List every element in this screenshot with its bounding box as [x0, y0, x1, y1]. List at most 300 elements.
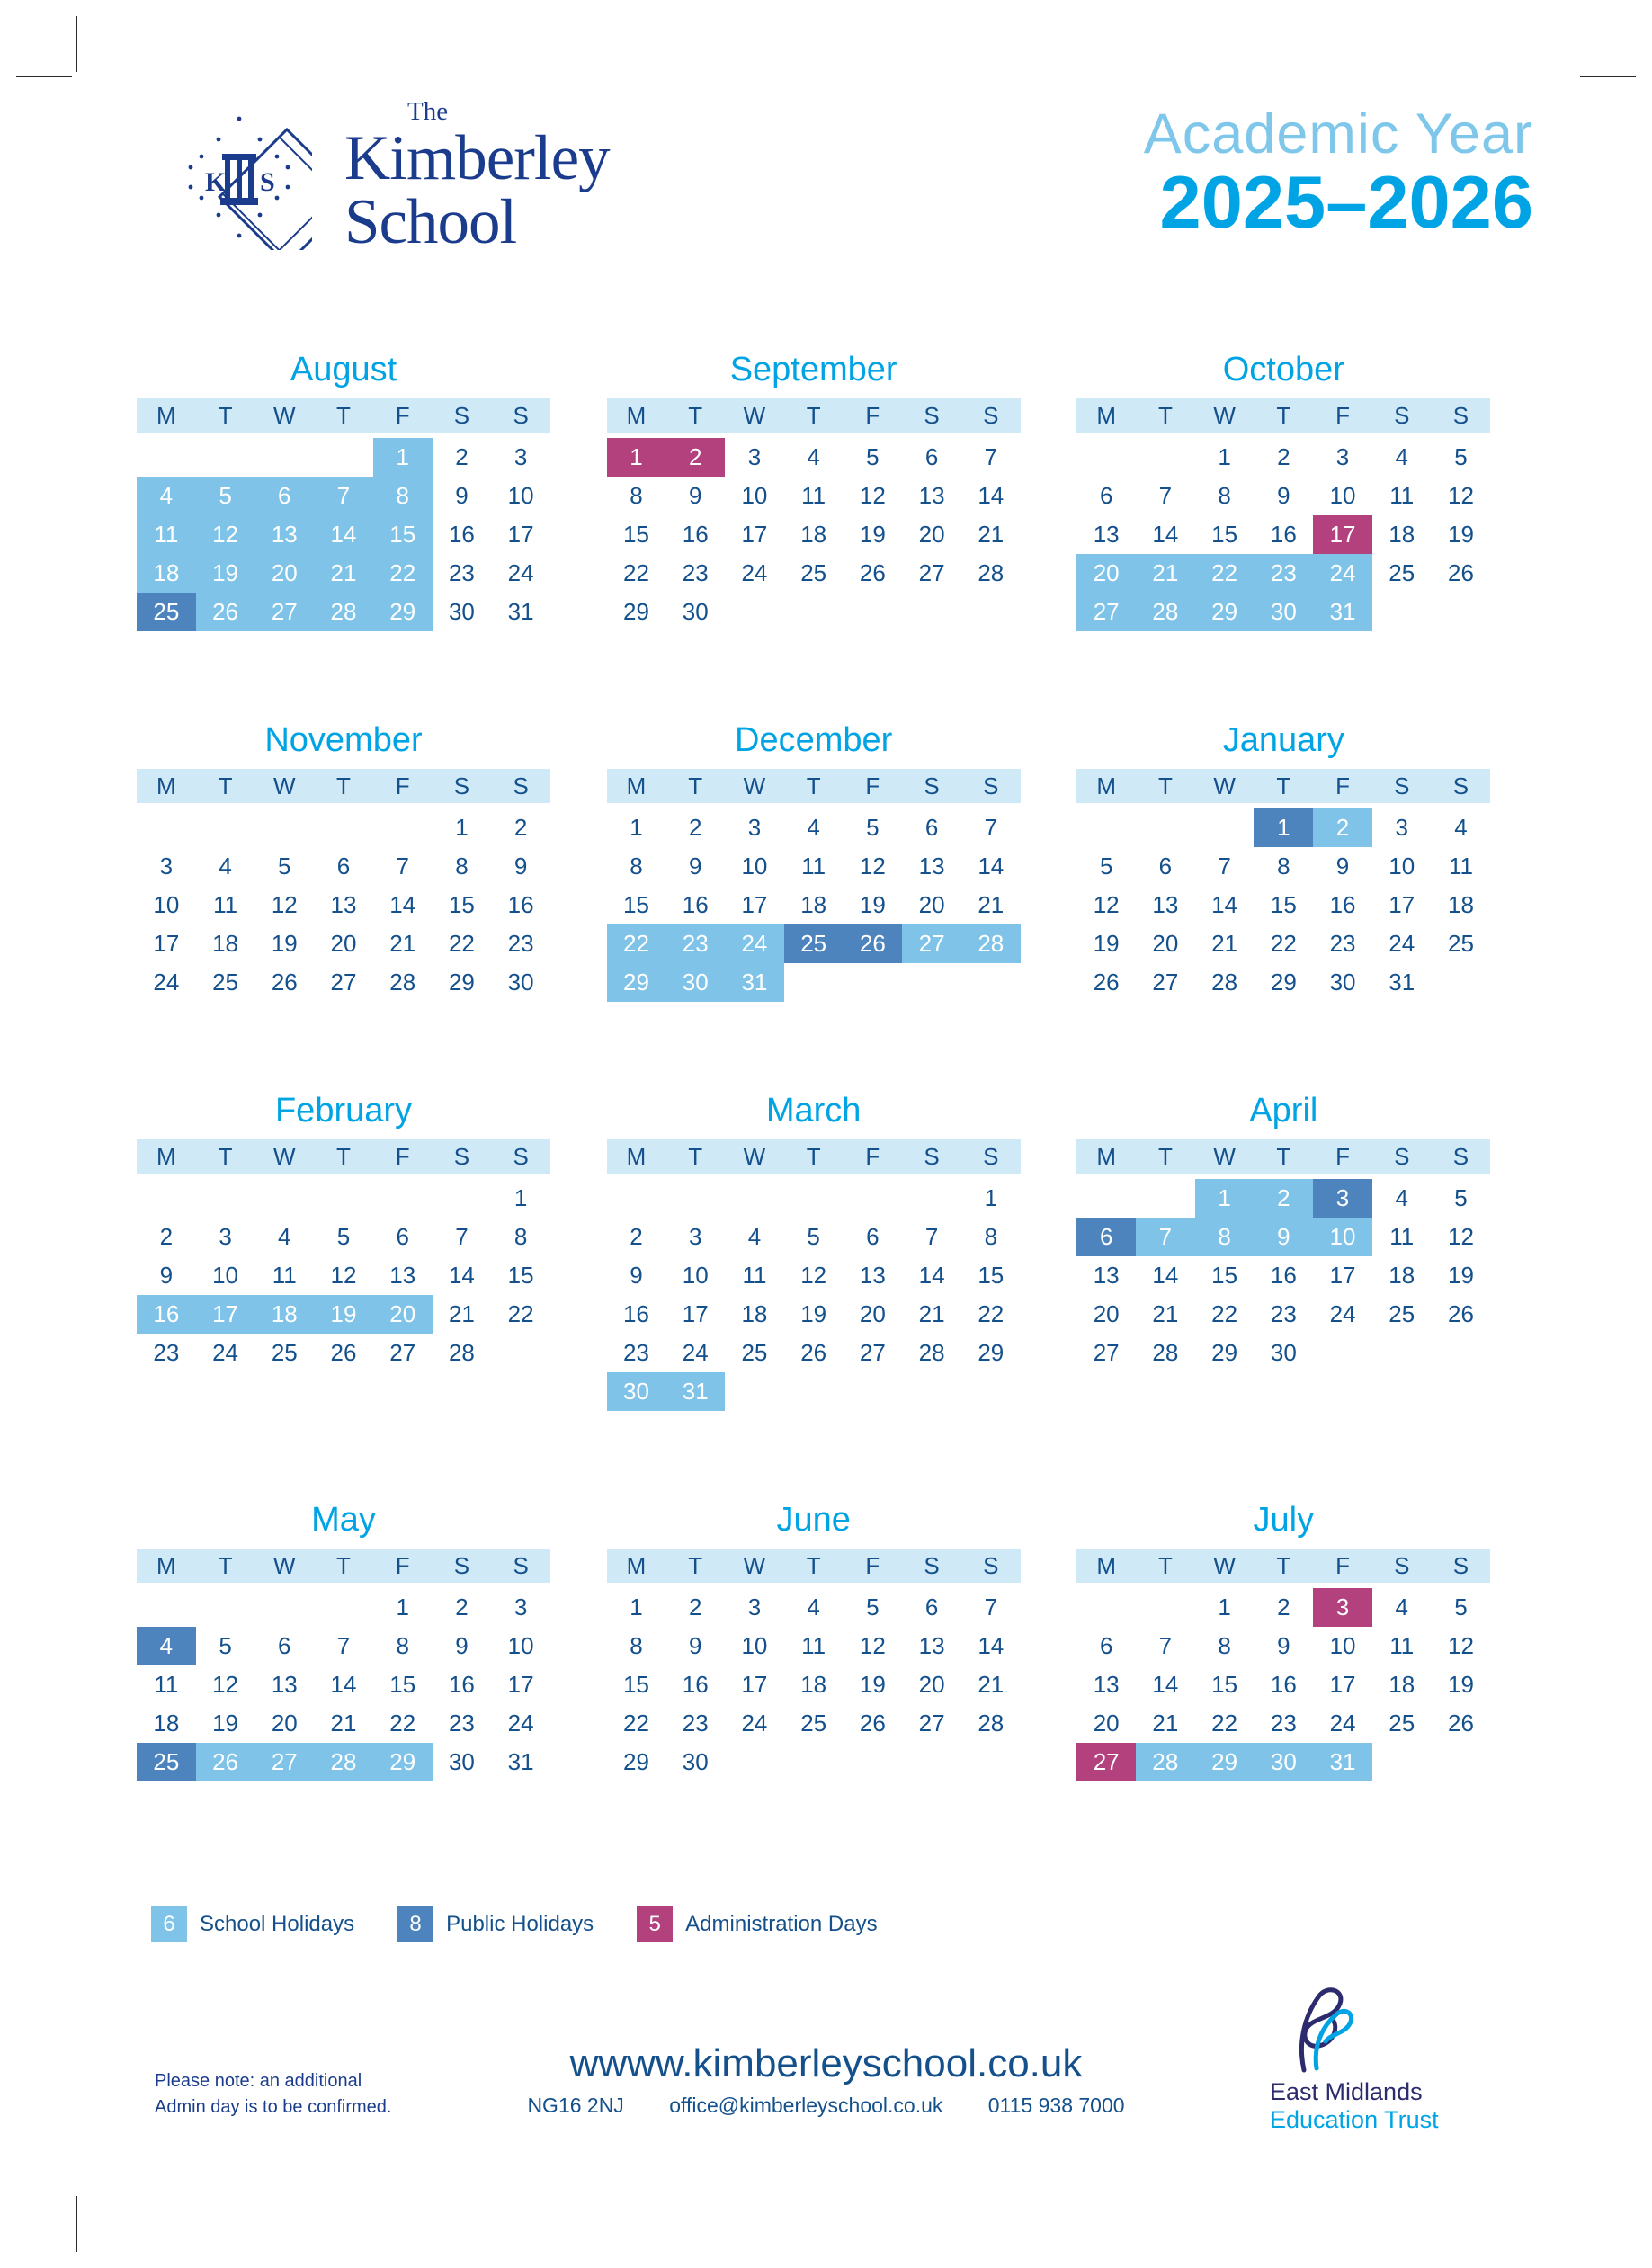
day-cell: 15	[373, 515, 433, 554]
day-cell-empty	[607, 1179, 666, 1218]
weekday-label: S	[983, 772, 999, 799]
month-title: May	[311, 1501, 376, 1539]
day-cell: 1	[630, 814, 643, 841]
day-cell: 30	[682, 1748, 709, 1775]
weekday-label: T	[336, 401, 351, 429]
day-cell: 16	[682, 521, 709, 548]
day-cell: 3	[159, 853, 174, 880]
day-cell: 23	[682, 1710, 709, 1737]
day-cell: 19	[1448, 1262, 1474, 1289]
day-cell: 8	[373, 477, 433, 515]
day-cell-empty	[196, 1179, 255, 1218]
day-cell: 21	[978, 1671, 1005, 1698]
day-cell: 18	[1389, 1262, 1415, 1289]
weekday-label: W	[1213, 401, 1236, 429]
month-march	[607, 1092, 1021, 1411]
day-cell: 8	[1195, 1218, 1255, 1256]
day-cell: 2	[455, 1594, 469, 1621]
day-cell: 23	[507, 930, 534, 957]
day-cell: 4	[1395, 1594, 1408, 1621]
day-cell: 12	[859, 853, 886, 880]
day-cell: 11	[154, 1671, 179, 1698]
day-cell: 29	[1211, 1339, 1238, 1366]
day-cell: 29	[448, 969, 475, 996]
day-cell: 18	[1389, 1671, 1415, 1698]
day-cell: 24	[153, 969, 180, 996]
day-cell: 18	[212, 930, 239, 957]
day-cell: 25	[1448, 930, 1474, 957]
day-cell: 12	[196, 515, 255, 554]
day-cell: 4	[807, 814, 820, 841]
trust-line-2: Education Trust	[1270, 2106, 1439, 2133]
day-cell: 20	[1076, 554, 1136, 593]
weekday-label: W	[743, 772, 766, 799]
day-cell: 20	[254, 554, 314, 593]
day-cell-empty	[725, 1179, 784, 1218]
day-cell-empty	[1076, 808, 1136, 847]
weekday-label: M	[1096, 1551, 1117, 1579]
day-cell: 18	[254, 1295, 314, 1334]
day-cell: 30	[1254, 1743, 1313, 1781]
weekday-header	[137, 1139, 550, 1174]
day-grid	[137, 1179, 550, 1372]
day-cell: 7	[984, 443, 998, 470]
day-cell: 6	[1099, 482, 1113, 509]
day-cell: 29	[373, 1743, 433, 1781]
legend-label: Administration Days	[685, 1912, 878, 1936]
day-cell-empty	[196, 1588, 255, 1627]
day-cell: 28	[1152, 1339, 1179, 1366]
weekday-label: S	[453, 401, 470, 429]
day-cell: 2	[688, 814, 702, 841]
day-cell: 8	[1218, 482, 1231, 509]
weekday-header	[607, 1549, 1021, 1583]
day-cell: 22	[623, 1710, 649, 1737]
day-cell: 11	[742, 1262, 767, 1289]
day-cell: 17	[507, 1671, 534, 1698]
day-cell: 27	[254, 1743, 314, 1781]
day-cell: 19	[196, 554, 255, 593]
weekday-label: S	[924, 772, 940, 799]
day-cell: 2	[630, 1223, 643, 1250]
day-cell: 12	[859, 482, 886, 509]
day-cell: 16	[682, 891, 709, 918]
weekday-label: S	[453, 1142, 470, 1170]
day-cell: 5	[1454, 1184, 1468, 1211]
weekday-label: T	[806, 1142, 821, 1170]
crop-mark	[76, 16, 77, 72]
weekday-label: S	[983, 1551, 999, 1579]
day-cell: 16	[137, 1295, 196, 1334]
legend-swatch: 8	[397, 1906, 433, 1942]
day-cell: 21	[918, 1300, 945, 1327]
day-cell: 4	[1395, 1184, 1408, 1211]
day-cell: 21	[448, 1300, 475, 1327]
day-cell: 22	[1211, 1710, 1238, 1737]
day-cell: 18	[800, 521, 827, 548]
day-cell: 30	[1329, 969, 1356, 996]
day-cell-empty	[254, 808, 314, 847]
day-cell: 23	[1270, 1710, 1297, 1737]
day-cell: 28	[448, 1339, 475, 1366]
day-cell: 31	[665, 1372, 725, 1411]
day-cell: 2	[665, 438, 725, 477]
day-cell-empty	[665, 1179, 725, 1218]
day-cell: 20	[918, 521, 945, 548]
day-cell: 25	[1389, 559, 1415, 586]
weekday-header	[137, 1549, 550, 1583]
day-cell: 9	[1254, 1218, 1313, 1256]
day-grid	[1076, 808, 1490, 1002]
day-cell: 17	[507, 521, 534, 548]
day-cell: 12	[859, 1632, 886, 1659]
day-cell: 25	[137, 593, 196, 631]
day-cell: 7	[1218, 853, 1231, 880]
day-grid	[607, 1179, 1021, 1411]
day-cell: 1	[373, 438, 433, 477]
day-cell: 15	[448, 891, 475, 918]
website-link[interactable]: wwww.kimberleyschool.co.uk	[569, 2041, 1083, 2085]
day-cell: 26	[844, 924, 903, 963]
day-cell: 8	[630, 482, 643, 509]
day-cell: 20	[1093, 1300, 1120, 1327]
day-cell: 6	[278, 1632, 291, 1659]
day-cell: 10	[1389, 853, 1415, 880]
day-cell: 3	[513, 1594, 528, 1621]
weekday-header	[607, 769, 1021, 803]
day-cell: 4	[137, 1627, 196, 1665]
day-cell: 11	[1448, 853, 1473, 880]
day-cell: 26	[800, 1339, 827, 1366]
day-cell: 23	[623, 1339, 649, 1366]
day-grid	[1076, 1179, 1490, 1372]
month-title: August	[290, 351, 397, 388]
day-cell: 9	[455, 482, 469, 509]
day-cell: 8	[1218, 1632, 1231, 1659]
weekday-label: S	[513, 401, 529, 429]
day-cell: 12	[1448, 482, 1474, 509]
month-september	[607, 351, 1021, 631]
day-cell: 8	[984, 1223, 998, 1250]
day-cell: 5	[866, 1594, 880, 1621]
day-cell-empty	[373, 808, 433, 847]
day-cell: 18	[1448, 891, 1474, 918]
day-cell-empty	[1076, 438, 1136, 477]
day-cell: 14	[1152, 1262, 1179, 1289]
day-cell-empty	[1195, 808, 1255, 847]
day-cell: 27	[918, 1710, 945, 1737]
day-cell: 2	[159, 1223, 174, 1250]
day-grid	[137, 438, 550, 631]
day-cell: 31	[725, 963, 784, 1002]
weekday-label: T	[1157, 401, 1173, 429]
day-cell: 30	[607, 1372, 666, 1411]
weekday-label: W	[743, 1142, 766, 1170]
weekday-label: T	[1276, 401, 1291, 429]
day-cell: 9	[513, 853, 528, 880]
day-cell: 12	[1448, 1632, 1474, 1659]
weekday-label: T	[688, 772, 703, 799]
day-cell: 25	[212, 969, 239, 996]
weekday-label: F	[395, 1142, 410, 1170]
day-cell: 22	[507, 1300, 534, 1327]
day-cell: 31	[1313, 1743, 1372, 1781]
day-cell: 22	[1211, 1300, 1238, 1327]
day-cell: 5	[807, 1223, 820, 1250]
day-cell: 25	[800, 1710, 827, 1737]
day-cell: 7	[1158, 1632, 1173, 1659]
month-october	[1076, 351, 1490, 631]
day-cell: 12	[330, 1262, 357, 1289]
day-cell: 31	[507, 1748, 534, 1775]
day-cell: 24	[1329, 1300, 1356, 1327]
weekday-header	[607, 398, 1021, 433]
day-cell: 19	[859, 521, 886, 548]
legend	[151, 1906, 921, 1942]
weekday-label: W	[743, 1551, 766, 1579]
calendar-grid	[137, 351, 1513, 1781]
day-cell: 23	[153, 1339, 180, 1366]
day-cell: 6	[396, 1223, 409, 1250]
day-cell: 20	[373, 1295, 433, 1334]
day-cell: 8	[1277, 853, 1290, 880]
weekday-label: F	[865, 1142, 880, 1170]
weekday-label: S	[1452, 401, 1469, 429]
weekday-label: F	[865, 401, 880, 429]
day-cell: 2	[1277, 443, 1290, 470]
day-cell: 2	[1313, 808, 1372, 847]
day-cell-empty	[137, 438, 196, 477]
day-cell: 17	[1329, 1262, 1356, 1289]
weekday-label: M	[626, 401, 647, 429]
day-cell: 1	[1254, 808, 1313, 847]
day-grid	[1076, 1588, 1490, 1781]
legend-swatch: 5	[637, 1906, 673, 1942]
day-cell: 31	[1389, 969, 1415, 996]
weekday-label: F	[865, 772, 880, 799]
day-cell: 25	[1389, 1710, 1415, 1737]
academic-year-value: 2025–2026	[1159, 160, 1533, 244]
day-cell: 12	[1093, 891, 1120, 918]
crop-mark	[76, 2196, 77, 2252]
weekday-label: T	[688, 401, 703, 429]
legend-item	[151, 1906, 354, 1942]
day-cell: 21	[330, 1710, 357, 1737]
weekday-label: S	[1452, 772, 1469, 799]
day-cell: 15	[1211, 1262, 1238, 1289]
day-cell: 10	[507, 1632, 534, 1659]
weekday-header	[1076, 398, 1490, 433]
day-cell-empty	[196, 808, 255, 847]
day-cell: 1	[984, 1184, 998, 1211]
weekday-header	[1076, 1139, 1490, 1174]
day-cell: 14	[978, 853, 1005, 880]
day-cell-empty	[254, 1179, 314, 1218]
day-cell: 17	[153, 930, 180, 957]
day-cell: 26	[271, 969, 298, 996]
day-cell: 5	[1099, 853, 1113, 880]
day-cell: 26	[859, 1710, 886, 1737]
month-title: June	[776, 1501, 851, 1539]
weekday-label: S	[1394, 401, 1410, 429]
weekday-label: W	[743, 401, 766, 429]
weekday-label: S	[513, 1142, 529, 1170]
day-cell: 20	[1152, 930, 1179, 957]
day-cell: 4	[1395, 443, 1408, 470]
day-cell: 27	[918, 559, 945, 586]
day-cell: 29	[1195, 593, 1255, 631]
day-cell: 21	[1211, 930, 1238, 957]
postcode: NG16 2NJ	[527, 2094, 624, 2117]
day-cell: 6	[1158, 853, 1173, 880]
day-grid	[607, 808, 1021, 1002]
legend-item	[397, 1906, 594, 1942]
day-cell: 26	[1448, 1300, 1474, 1327]
weekday-label: S	[1394, 772, 1410, 799]
weekday-label: W	[1213, 1551, 1236, 1579]
day-cell-empty	[784, 1179, 844, 1218]
day-cell: 25	[800, 559, 827, 586]
day-cell: 11	[1389, 482, 1415, 509]
weekday-label: S	[924, 1142, 940, 1170]
day-cell: 27	[254, 593, 314, 631]
day-cell: 23	[448, 1710, 475, 1737]
day-cell: 7	[336, 1632, 351, 1659]
day-cell: 5	[1454, 443, 1468, 470]
day-cell: 15	[623, 521, 649, 548]
day-cell-empty	[1136, 438, 1195, 477]
weekday-label: T	[336, 1142, 351, 1170]
weekday-label: T	[218, 1142, 233, 1170]
month-title: March	[765, 1092, 862, 1130]
month-title: September	[729, 351, 897, 388]
month-april	[1076, 1092, 1490, 1411]
weekday-label: S	[1394, 1142, 1410, 1170]
day-cell: 9	[688, 1632, 702, 1659]
day-cell: 9	[1277, 1632, 1290, 1659]
day-cell-empty	[1136, 1179, 1195, 1218]
day-cell: 13	[1093, 521, 1120, 548]
day-cell: 13	[254, 515, 314, 554]
day-cell: 7	[396, 853, 409, 880]
day-cell: 6	[924, 814, 939, 841]
weekday-label: T	[1276, 1142, 1291, 1170]
day-cell: 29	[1195, 1743, 1255, 1781]
day-cell: 22	[607, 924, 666, 963]
day-cell: 9	[455, 1632, 469, 1659]
day-cell: 24	[741, 559, 768, 586]
month-may	[137, 1501, 550, 1781]
day-cell: 5	[219, 1632, 232, 1659]
legend-swatch: 6	[151, 1906, 187, 1942]
weekday-label: S	[983, 401, 999, 429]
day-cell: 3	[1313, 1588, 1372, 1627]
day-cell: 20	[859, 1300, 886, 1327]
day-cell: 24	[212, 1339, 239, 1366]
day-cell: 9	[630, 1262, 643, 1289]
weekday-label: S	[453, 1551, 470, 1579]
day-cell: 15	[1211, 1671, 1238, 1698]
day-cell: 17	[1389, 891, 1415, 918]
day-cell-empty	[902, 1179, 961, 1218]
month-december	[607, 721, 1021, 1002]
day-cell: 17	[741, 1671, 768, 1698]
day-grid	[137, 808, 550, 1002]
day-cell: 23	[1270, 1300, 1297, 1327]
weekday-label: S	[983, 1142, 999, 1170]
day-cell: 28	[389, 969, 416, 996]
month-title: February	[274, 1092, 413, 1130]
day-cell: 19	[859, 891, 886, 918]
day-cell-empty	[1136, 1588, 1195, 1627]
day-cell: 4	[137, 477, 196, 515]
day-cell: 28	[1136, 1743, 1195, 1781]
day-cell: 8	[630, 1632, 643, 1659]
weekday-label: M	[1096, 772, 1117, 799]
day-cell: 11	[801, 1632, 826, 1659]
day-cell: 12	[212, 1671, 239, 1698]
day-cell: 10	[212, 1262, 239, 1289]
day-cell: 16	[1270, 521, 1297, 548]
day-cell: 10	[153, 891, 180, 918]
day-cell: 30	[682, 598, 709, 625]
day-cell: 16	[448, 521, 475, 548]
logo-school: School	[344, 187, 517, 257]
weekday-label: W	[273, 772, 296, 799]
day-cell: 10	[1329, 482, 1356, 509]
month-july	[1076, 1501, 1490, 1781]
day-cell: 15	[389, 1671, 416, 1698]
weekday-header	[607, 1139, 1021, 1174]
day-cell: 21	[1152, 1300, 1179, 1327]
day-cell: 6	[924, 443, 939, 470]
day-cell: 13	[918, 482, 945, 509]
email-link[interactable]: office@kimberleyschool.co.uk	[669, 2094, 943, 2117]
day-cell: 6	[336, 853, 351, 880]
day-cell: 4	[747, 1223, 762, 1250]
day-cell: 23	[682, 559, 709, 586]
day-cell: 1	[1218, 443, 1231, 470]
day-cell: 30	[448, 598, 475, 625]
weekday-label: T	[1157, 1142, 1173, 1170]
weekday-header	[137, 398, 550, 433]
day-cell: 3	[747, 443, 762, 470]
day-cell: 1	[513, 1184, 528, 1211]
day-cell: 25	[137, 1743, 196, 1781]
day-cell: 3	[1395, 814, 1408, 841]
day-cell: 5	[866, 443, 880, 470]
day-cell: 28	[314, 1743, 373, 1781]
day-cell: 28	[978, 1710, 1005, 1737]
phone-number: 0115 938 7000	[987, 2094, 1125, 2117]
day-cell: 12	[800, 1262, 827, 1289]
page-header	[0, 99, 1652, 297]
weekday-label: T	[1157, 1551, 1173, 1579]
weekday-label: S	[453, 772, 470, 799]
day-cell: 29	[623, 1748, 649, 1775]
weekday-label: T	[806, 401, 821, 429]
weekday-label: M	[156, 1142, 176, 1170]
day-cell: 24	[1389, 930, 1415, 957]
day-cell: 14	[978, 1632, 1005, 1659]
day-cell-empty	[1136, 808, 1195, 847]
month-title: October	[1222, 351, 1344, 388]
weekday-label: T	[336, 772, 351, 799]
day-cell: 6	[254, 477, 314, 515]
weekday-label: W	[1213, 1142, 1236, 1170]
day-cell: 7	[984, 814, 998, 841]
day-cell: 19	[212, 1710, 239, 1737]
